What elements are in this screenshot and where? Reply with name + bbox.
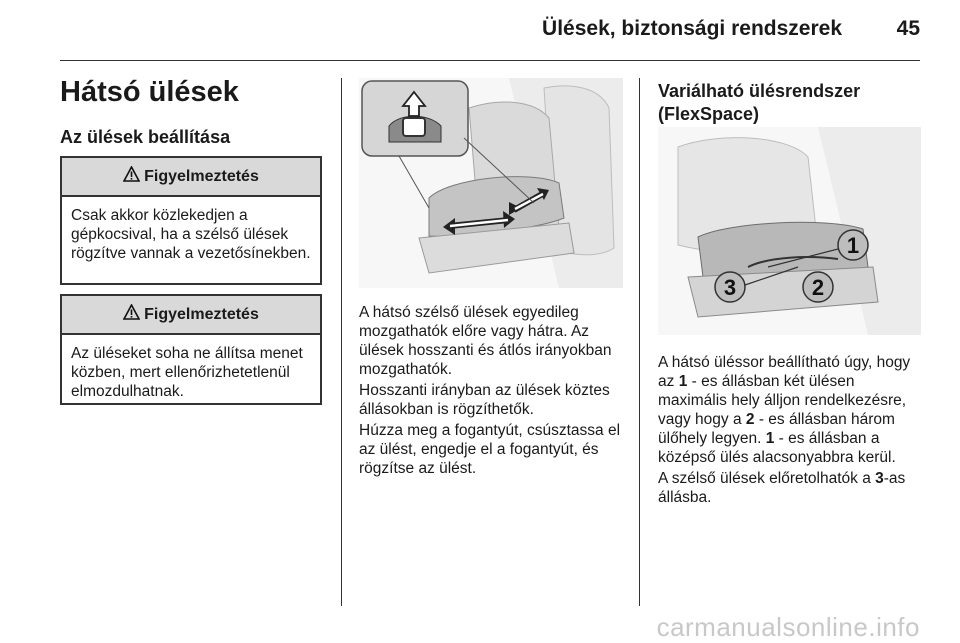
warning-label: Figyelmeztetés <box>144 167 259 185</box>
body-paragraph <box>658 469 926 507</box>
warning-text: Csak akkor közlekedjen a gépkocsival, ha a szélső ülések rögzítve vannak a vezetősínekben. <box>71 207 311 262</box>
watermark: carmanualsonline.info <box>656 612 920 642</box>
body-paragraph: Hosszanti irányban az ülések köztes állásokban is rögzíthetők. <box>359 382 610 418</box>
body-paragraph <box>658 353 926 467</box>
position-ref: 3 <box>875 470 884 487</box>
column-divider-2 <box>639 78 640 606</box>
subsection-title <box>658 80 928 126</box>
position-ref: 1 <box>765 430 775 447</box>
text-run: - es állásban a középső ülés alacsonyabbra kerül. <box>658 430 896 466</box>
flexspace-seat-illustration <box>658 127 921 340</box>
column-divider-1 <box>341 78 342 606</box>
subsection-title-line2: (FlexSpace) <box>658 104 760 124</box>
warning-text: Az üléseket soha ne állítsa menet közben, mert ellenőrizhetetlenül elmozdulhatnak. <box>71 345 303 400</box>
warning-triangle-icon <box>123 304 140 325</box>
header-divider <box>60 60 920 61</box>
text-run: A szélső ülések előretolhatók a <box>658 470 876 487</box>
body-paragraph: Húzza meg a fogantyút, csúsztassa el az ülést, engedje el a fogantyút, és rögzítse az ülést. <box>359 422 621 477</box>
section-subtitle: Az ülések beállítása <box>60 127 231 147</box>
text-run: -as állásba. <box>658 470 906 506</box>
warning-triangle-icon <box>123 166 140 187</box>
figure-label-3: 3 <box>723 275 737 300</box>
body-paragraph: A hátsó szélső ülések egyedileg mozgathatók előre vagy hátra. Az ülések hosszanti és átlós irányokban mozgathatók. <box>359 304 612 378</box>
figure-label-1: 1 <box>846 233 860 258</box>
section-title: Hátsó ülések <box>60 76 239 108</box>
running-header-title: Ülések, biztonsági rendszerek <box>542 17 842 40</box>
warning-header <box>62 296 320 335</box>
warning-box-1 <box>60 156 322 285</box>
warning-header <box>62 158 320 197</box>
warning-label: Figyelmeztetés <box>144 305 259 323</box>
seat-adjustment-illustration <box>359 78 623 293</box>
text-run: - es állásban három ülőhely legyen. <box>658 411 895 447</box>
text-run: A hátsó üléssor beállítható úgy, hogy az <box>658 354 911 390</box>
subsection-title-line1: Variálható ülésrendszer <box>658 81 861 101</box>
position-ref: 1 <box>678 373 688 390</box>
figure-label-2: 2 <box>811 275 825 300</box>
position-ref: 2 <box>745 411 755 428</box>
text-run: - es állásban két ülésen maximális hely álljon rendelkezésre, vagy hogy a <box>658 373 907 428</box>
warning-box-2 <box>60 294 322 405</box>
page-number: 45 <box>896 17 920 40</box>
